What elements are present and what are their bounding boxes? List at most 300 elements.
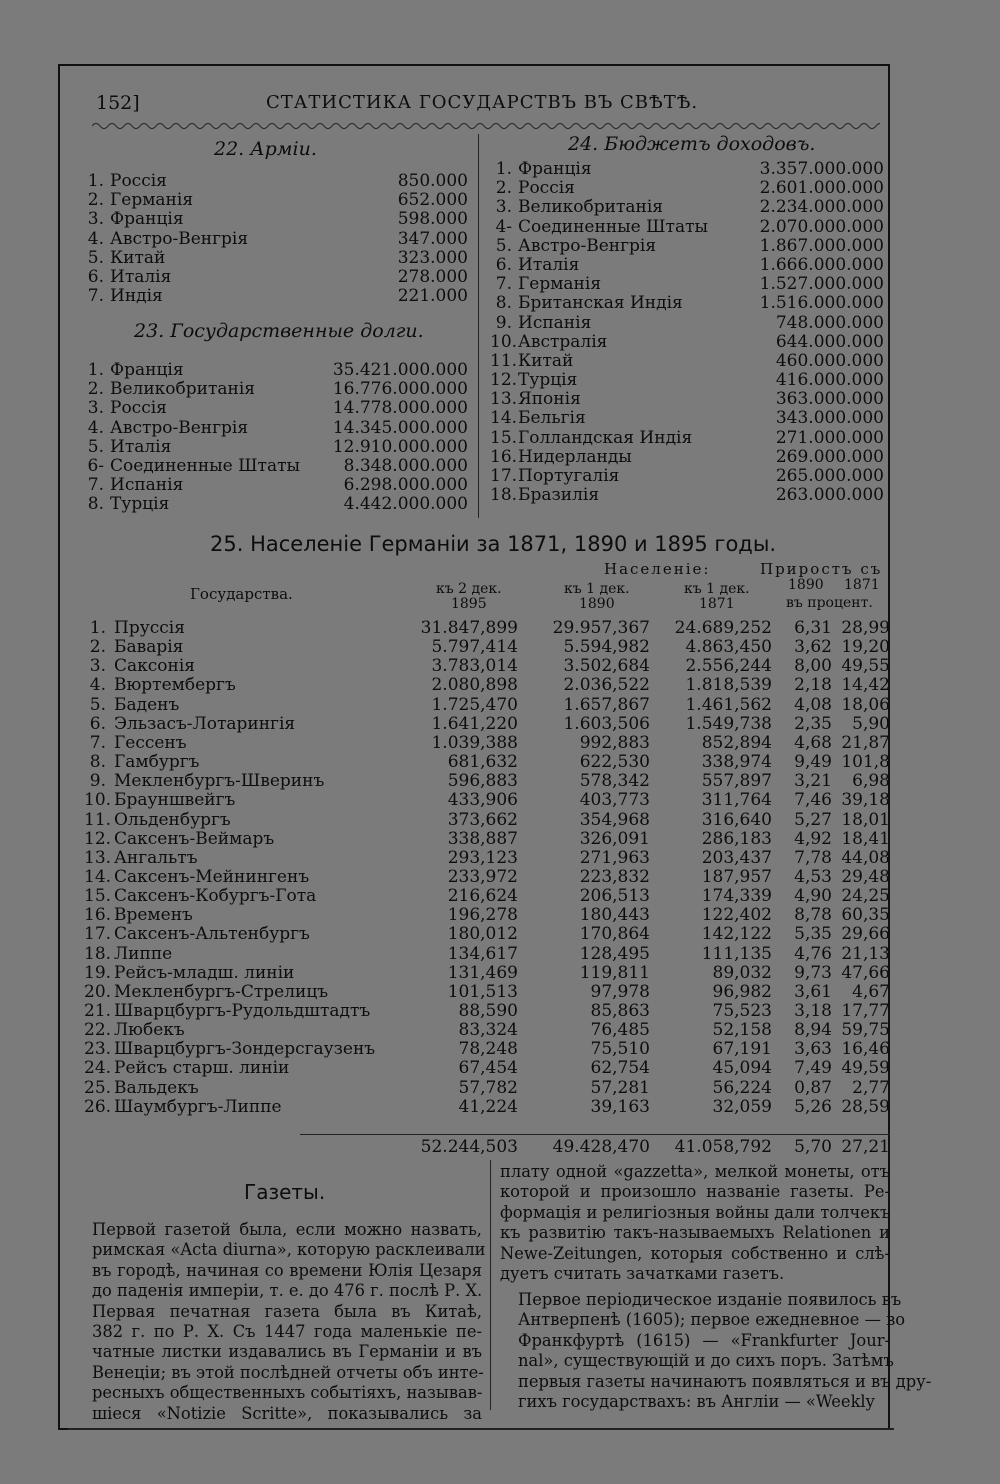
budget-name: Великобританія bbox=[518, 197, 664, 218]
armies-rank: 4. bbox=[87, 228, 104, 249]
growth-1871: 14,42 bbox=[841, 675, 890, 696]
budget-value: 1.516.000.000 bbox=[759, 293, 884, 314]
column-divider-2 bbox=[490, 1160, 491, 1410]
debts-row bbox=[82, 476, 468, 495]
budget-name: Бельгія bbox=[518, 408, 586, 429]
armies-rank: 3. bbox=[87, 209, 104, 230]
pop-1871: 32,059 bbox=[712, 1096, 772, 1117]
armies-name: Франція bbox=[110, 209, 184, 230]
pop-1895: 216,624 bbox=[447, 886, 518, 907]
pop-1890: 5.594,982 bbox=[563, 637, 650, 658]
state-name: Мекленбургъ-Стрелицъ bbox=[114, 981, 329, 1002]
pop-1890: 76,485 bbox=[590, 1020, 650, 1041]
totals-rule bbox=[300, 1134, 890, 1135]
germany-row bbox=[84, 1097, 890, 1116]
debts-list bbox=[82, 361, 468, 515]
budget-value: 265.000.000 bbox=[775, 466, 884, 486]
growth-1890: 5,26 bbox=[794, 1096, 832, 1117]
rank: 25. bbox=[84, 1077, 112, 1098]
growth-1890: 7,49 bbox=[794, 1058, 832, 1079]
text-line: формація и религіозныя войны дали толчекъ bbox=[500, 1202, 891, 1222]
budget-rank: 2. bbox=[495, 178, 512, 199]
state-name: Рейсъ-младш. линіи bbox=[114, 962, 295, 983]
newspapers-paragraph-3 bbox=[500, 1290, 932, 1412]
growth-1890: 4,76 bbox=[794, 943, 832, 964]
state-name: Вальдекъ bbox=[114, 1077, 199, 1098]
state-name: Мекленбургъ-Шверинъ bbox=[114, 771, 325, 792]
total-1871: 41.058,792 bbox=[674, 1137, 772, 1157]
budget-name: Бразилія bbox=[518, 485, 600, 506]
budget-value: 748.000.000 bbox=[775, 312, 884, 333]
header-1895 bbox=[436, 582, 502, 612]
text-line: первыя газеты начинаютъ появляться и въ дру- bbox=[518, 1371, 932, 1391]
pop-1890: 2.036,522 bbox=[563, 675, 650, 696]
growth-1890: 4,08 bbox=[794, 694, 832, 715]
rank: 14. bbox=[84, 866, 112, 887]
budget-name: Португалія bbox=[518, 466, 620, 486]
state-name: Липпе bbox=[114, 943, 173, 964]
ornamental-wave-rule bbox=[92, 120, 880, 132]
page-header bbox=[96, 92, 876, 122]
pop-1890: 1.603,506 bbox=[563, 713, 650, 734]
pop-1895: 338,887 bbox=[447, 828, 518, 849]
text-line: шіеся «Notizie Scritte», показывались за bbox=[92, 1403, 482, 1423]
pop-1871: 286,183 bbox=[701, 828, 772, 849]
budget-name: Испанія bbox=[518, 312, 592, 333]
rank: 2. bbox=[89, 637, 106, 658]
budget-rank: 6. bbox=[495, 254, 512, 275]
budget-row bbox=[490, 429, 884, 448]
debts-rank: 1. bbox=[87, 360, 104, 380]
armies-value: 652.000 bbox=[397, 190, 468, 211]
armies-value: 323.000 bbox=[397, 247, 468, 268]
rank: 13. bbox=[84, 847, 112, 868]
text-line: Первое періодическое изданіе появилось въ bbox=[518, 1290, 902, 1309]
growth-1890: 8,00 bbox=[794, 656, 832, 677]
debts-rank: 7. bbox=[87, 475, 104, 496]
frame-bottom-rule bbox=[68, 1428, 894, 1430]
debts-name: Франція bbox=[110, 360, 184, 380]
debts-row bbox=[82, 380, 468, 399]
text-line: которой и произошло названіе газеты. Ре- bbox=[500, 1182, 890, 1202]
pop-1890: 128,495 bbox=[579, 943, 650, 964]
budget-rank: 13. bbox=[490, 389, 518, 410]
armies-row bbox=[82, 172, 468, 191]
state-name: Вюртембергъ bbox=[114, 675, 236, 696]
rank: 1. bbox=[89, 618, 106, 638]
growth-1890: 2,18 bbox=[794, 675, 832, 696]
budget-value: 263.000.000 bbox=[775, 485, 884, 506]
state-name: Саксенъ-Альтенбургъ bbox=[114, 924, 310, 945]
column-divider bbox=[478, 134, 479, 518]
budget-row bbox=[490, 409, 884, 428]
armies-name: Австро-Венгрія bbox=[110, 228, 249, 249]
pop-1890: 85,863 bbox=[590, 1001, 650, 1021]
budget-rank: 10. bbox=[490, 331, 518, 352]
budget-name: Германія bbox=[518, 274, 602, 295]
germany-row bbox=[84, 1020, 890, 1039]
pop-1895: 78,248 bbox=[458, 1039, 518, 1060]
budget-rank: 7. bbox=[495, 274, 512, 295]
pop-1871: 203,437 bbox=[701, 847, 772, 868]
debts-name: Великобританія bbox=[110, 379, 256, 400]
budget-rank: 14. bbox=[490, 408, 518, 429]
germany-row bbox=[84, 771, 890, 790]
budget-name: Британская Индія bbox=[518, 293, 683, 314]
text-line: Newe-Zeitungen, которыя собственно и слѣ- bbox=[500, 1243, 890, 1263]
growth-1871: 6,98 bbox=[852, 771, 890, 792]
budget-name: Австралія bbox=[518, 331, 608, 352]
header-1871 bbox=[684, 582, 750, 612]
rank: 11. bbox=[84, 809, 112, 830]
debts-row bbox=[82, 419, 468, 438]
growth-1890: 8,94 bbox=[794, 1020, 832, 1041]
budget-name: Турція bbox=[518, 370, 578, 391]
pop-1895: 293,123 bbox=[447, 847, 518, 868]
germany-row bbox=[84, 656, 890, 675]
header-percent: въ процент. bbox=[786, 595, 873, 611]
growth-1871: 101,8 bbox=[841, 752, 890, 773]
growth-1871: 28,59 bbox=[841, 1096, 890, 1117]
growth-1871: 60,35 bbox=[841, 905, 890, 926]
pop-1895: 373,662 bbox=[447, 809, 518, 830]
budget-row bbox=[490, 486, 884, 505]
growth-1890: 4,68 bbox=[794, 732, 832, 753]
germany-row bbox=[84, 675, 890, 694]
pop-1890: 57,281 bbox=[590, 1077, 650, 1098]
budget-name: Китай bbox=[518, 350, 574, 371]
pop-1895: 131,469 bbox=[447, 962, 518, 983]
debts-title: 23. Государственные долги. bbox=[134, 320, 424, 342]
budget-name: Нидерланды bbox=[518, 446, 632, 467]
germany-row bbox=[84, 1001, 890, 1020]
pop-1890: 206,513 bbox=[579, 886, 650, 907]
budget-rank: 15. bbox=[490, 427, 518, 448]
budget-row bbox=[490, 275, 884, 294]
text-line: къ развитію такъ-называемыхъ Relationen и bbox=[500, 1223, 890, 1243]
pop-1890: 3.502,684 bbox=[563, 656, 650, 677]
pop-1871: 24.689,252 bbox=[674, 618, 772, 638]
pop-1890: 1.657,867 bbox=[563, 694, 650, 715]
growth-1890: 8,78 bbox=[794, 905, 832, 926]
pop-1895: 1.725,470 bbox=[431, 694, 518, 715]
totals-row bbox=[84, 1137, 890, 1156]
debts-value: 35.421.000.000 bbox=[332, 360, 468, 380]
text-line: въ городѣ, начиная со времени Юлія Цезаря bbox=[92, 1260, 482, 1280]
growth-1890: 9,49 bbox=[794, 752, 832, 773]
budget-row bbox=[490, 467, 884, 486]
debts-rank: 2. bbox=[87, 379, 104, 400]
rank: 7. bbox=[89, 732, 106, 753]
budget-rank: 17. bbox=[490, 466, 518, 486]
growth-1890: 3,21 bbox=[794, 771, 832, 792]
state-name: Шаумбургъ-Липпе bbox=[114, 1096, 282, 1117]
header-1871-year: 1871 bbox=[698, 596, 735, 612]
growth-1871: 18,41 bbox=[841, 828, 890, 849]
newspapers-paragraph-2 bbox=[500, 1162, 890, 1284]
rank: 22. bbox=[84, 1020, 112, 1041]
pop-1890: 622,530 bbox=[579, 752, 650, 773]
pop-1890: 403,773 bbox=[579, 790, 650, 811]
pop-1895: 101,513 bbox=[447, 981, 518, 1002]
text-line: гихъ государствахъ: въ Англіи — «Weekly bbox=[518, 1392, 875, 1412]
germany-row bbox=[84, 733, 890, 752]
germany-row bbox=[84, 924, 890, 943]
growth-1871: 18,01 bbox=[841, 809, 890, 830]
pop-1871: 67,191 bbox=[712, 1039, 772, 1060]
budget-rank: 9. bbox=[495, 312, 512, 333]
growth-1890: 4,92 bbox=[794, 828, 832, 849]
budget-value: 1.867.000.000 bbox=[759, 235, 884, 256]
growth-1890: 5,35 bbox=[794, 924, 832, 945]
rank: 17. bbox=[84, 924, 112, 945]
budget-row bbox=[490, 256, 884, 275]
pop-1895: 88,590 bbox=[458, 1001, 518, 1021]
growth-1871: 16,46 bbox=[841, 1039, 890, 1060]
germany-row bbox=[84, 714, 890, 733]
growth-1871: 44,08 bbox=[841, 847, 890, 868]
budget-name: Австро-Венгрія bbox=[518, 235, 657, 256]
state-name: Баденъ bbox=[114, 694, 180, 715]
text-line: римская «Acta diurna», которую расклеивали bbox=[92, 1240, 486, 1260]
armies-row bbox=[82, 191, 468, 210]
growth-1871: 17,77 bbox=[841, 1001, 890, 1021]
text-line: ресныхъ общественныхъ событіяхъ, называв- bbox=[92, 1383, 483, 1403]
state-name: Шварцбургъ-Зондерсгаузенъ bbox=[114, 1039, 376, 1060]
budget-value: 1.666.000.000 bbox=[759, 254, 884, 275]
armies-name: Германія bbox=[110, 190, 194, 211]
pop-1890: 119,811 bbox=[579, 962, 650, 983]
state-name: Саксенъ-Кобургъ-Гота bbox=[114, 886, 317, 907]
debts-name: Италія bbox=[110, 436, 172, 457]
growth-1890: 4,53 bbox=[794, 866, 832, 887]
germany-row bbox=[84, 867, 890, 886]
budget-row bbox=[490, 160, 884, 179]
state-name: Саксенъ-Веймаръ bbox=[114, 828, 275, 849]
debts-row bbox=[82, 399, 468, 418]
pop-1890: 271,963 bbox=[579, 847, 650, 868]
armies-row bbox=[82, 287, 468, 306]
text-line: Антверпенѣ (1605); первое ежедневное — во bbox=[518, 1310, 906, 1330]
debts-name: Соединенные Штаты bbox=[110, 455, 301, 476]
pop-1871: 557,897 bbox=[701, 771, 772, 792]
budget-value: 2.601.000.000 bbox=[759, 178, 884, 199]
rank: 16. bbox=[84, 905, 112, 926]
germany-row bbox=[84, 618, 890, 637]
budget-value: 460.000.000 bbox=[775, 350, 884, 371]
header-population: Населеніе: bbox=[604, 560, 711, 578]
budget-value: 644.000.000 bbox=[775, 331, 884, 352]
pop-1895: 134,617 bbox=[447, 943, 518, 964]
armies-value: 278.000 bbox=[397, 266, 468, 287]
budget-rank: 3. bbox=[495, 197, 512, 218]
pop-1871: 111,135 bbox=[701, 943, 772, 964]
pop-1871: 56,224 bbox=[712, 1077, 772, 1098]
debts-name: Турція bbox=[110, 494, 170, 515]
budget-name: Голландская Индія bbox=[518, 427, 693, 448]
debts-value: 4.442.000.000 bbox=[343, 494, 468, 515]
armies-row bbox=[82, 249, 468, 268]
germany-row bbox=[84, 1058, 890, 1077]
pop-1871: 316,640 bbox=[701, 809, 772, 830]
state-name: Любекъ bbox=[114, 1020, 185, 1041]
budget-value: 416.000.000 bbox=[775, 370, 884, 391]
pop-1871: 852,894 bbox=[701, 732, 772, 753]
debts-name: Россія bbox=[110, 398, 167, 419]
debts-rank: 3. bbox=[87, 398, 104, 419]
armies-row bbox=[82, 230, 468, 249]
state-name: Ольденбургъ bbox=[114, 809, 231, 830]
growth-1871: 49,55 bbox=[841, 656, 890, 677]
budget-value: 3.357.000.000 bbox=[759, 159, 884, 179]
pop-1871: 142,122 bbox=[701, 924, 772, 945]
growth-1871: 4,67 bbox=[852, 981, 890, 1002]
pop-1890: 97,978 bbox=[590, 981, 650, 1002]
text-line: Франкфуртѣ (1615) — «Frankfurter Jour- bbox=[518, 1330, 890, 1350]
rank: 15. bbox=[84, 886, 112, 907]
germany-row bbox=[84, 752, 890, 771]
pop-1871: 4.863,450 bbox=[685, 637, 772, 658]
pop-1895: 57,782 bbox=[458, 1077, 518, 1098]
pop-1895: 67,454 bbox=[458, 1058, 518, 1079]
debts-value: 16.776.000.000 bbox=[332, 379, 468, 400]
page-number: 152] bbox=[96, 92, 140, 114]
rank: 3. bbox=[89, 656, 106, 677]
armies-rank: 7. bbox=[87, 286, 104, 307]
pop-1895: 3.783,014 bbox=[431, 656, 518, 677]
state-name: Саксонія bbox=[114, 656, 196, 677]
pop-1890: 170,864 bbox=[579, 924, 650, 945]
budget-value: 363.000.000 bbox=[775, 389, 884, 410]
pop-1890: 354,968 bbox=[579, 809, 650, 830]
germany-row bbox=[84, 905, 890, 924]
budget-rank: 12. bbox=[490, 370, 518, 391]
pop-1895: 5.797,414 bbox=[431, 637, 518, 658]
pop-1895: 681,632 bbox=[447, 752, 518, 773]
text-line: 382 г. по Р. Х. Съ 1447 года маленькіе пе- bbox=[92, 1322, 482, 1342]
text-line: до паденія имперіи, т. е. до 476 г. послѣ Р. Х. bbox=[92, 1281, 483, 1301]
debts-row bbox=[82, 495, 468, 514]
newspapers-title: Газеты. bbox=[244, 1180, 326, 1204]
debts-rank: 4. bbox=[87, 417, 104, 438]
growth-1871: 19,20 bbox=[841, 637, 890, 658]
rank: 4. bbox=[89, 675, 106, 696]
growth-1890: 7,78 bbox=[794, 847, 832, 868]
pop-1871: 1.461,562 bbox=[685, 694, 772, 715]
budget-row bbox=[490, 314, 884, 333]
pop-1895: 433,906 bbox=[447, 790, 518, 811]
budget-rank: 5. bbox=[495, 235, 512, 256]
pop-1871: 89,032 bbox=[712, 962, 772, 983]
debts-rank: 6- bbox=[87, 455, 104, 476]
budget-row bbox=[490, 294, 884, 313]
rank: 18. bbox=[84, 943, 112, 964]
rank: 8. bbox=[89, 752, 106, 773]
pop-1871: 2.556,244 bbox=[685, 656, 772, 677]
germany-row bbox=[84, 810, 890, 829]
armies-list bbox=[82, 172, 468, 306]
debts-value: 14.778.000.000 bbox=[332, 398, 468, 419]
growth-1871: 47,66 bbox=[841, 962, 890, 983]
growth-1890: 3,62 bbox=[794, 637, 832, 658]
germany-row bbox=[84, 790, 890, 809]
debts-rank: 8. bbox=[87, 494, 104, 515]
state-name: Гамбургъ bbox=[114, 752, 200, 773]
state-name: Баварія bbox=[114, 637, 184, 658]
state-name: Рейсъ старш. линіи bbox=[114, 1058, 290, 1079]
budget-row bbox=[490, 352, 884, 371]
pop-1890: 992,883 bbox=[579, 732, 650, 753]
rank: 21. bbox=[84, 1001, 112, 1021]
germany-row bbox=[84, 944, 890, 963]
budget-value: 2.070.000.000 bbox=[759, 216, 884, 237]
rank: 19. bbox=[84, 962, 112, 983]
pop-1895: 2.080,898 bbox=[431, 675, 518, 696]
armies-name: Китай bbox=[110, 247, 166, 268]
growth-1871: 21,13 bbox=[841, 943, 890, 964]
growth-1890: 4,90 bbox=[794, 886, 832, 907]
growth-1871: 28,99 bbox=[841, 618, 890, 638]
budget-value: 1.527.000.000 bbox=[759, 274, 884, 295]
growth-1871: 21,87 bbox=[841, 732, 890, 753]
header-state: Государства. bbox=[190, 585, 293, 603]
budget-rank: 11. bbox=[490, 350, 518, 371]
header-1890 bbox=[564, 582, 630, 612]
total-1890: 49.428,470 bbox=[552, 1137, 650, 1157]
budget-name: Россія bbox=[518, 178, 575, 199]
pop-1871: 52,158 bbox=[712, 1020, 772, 1041]
header-1895-label: къ 2 дек. bbox=[436, 581, 502, 597]
growth-1871: 59,75 bbox=[841, 1020, 890, 1041]
budget-rank: 4- bbox=[495, 216, 512, 237]
growth-1871: 18,06 bbox=[841, 694, 890, 715]
text-line: дуетъ считать зачатками газетъ. bbox=[500, 1264, 785, 1284]
budget-row bbox=[490, 333, 884, 352]
armies-rank: 6. bbox=[87, 266, 104, 287]
header-growth-1871: 1871 bbox=[844, 577, 880, 593]
armies-value: 598.000 bbox=[397, 209, 468, 230]
budget-value: 269.000.000 bbox=[775, 446, 884, 467]
growth-1871: 2,77 bbox=[852, 1077, 890, 1098]
germany-row bbox=[84, 695, 890, 714]
armies-name: Италія bbox=[110, 266, 172, 287]
budget-name: Японія bbox=[518, 389, 581, 410]
pop-1871: 1.549,738 bbox=[685, 713, 772, 734]
text-line: nal», существующій и до сихъ поръ. Затѣмъ bbox=[518, 1351, 894, 1371]
header-1895-year: 1895 bbox=[450, 596, 487, 612]
debts-value: 12.910.000.000 bbox=[332, 436, 468, 457]
growth-1871: 29,48 bbox=[841, 866, 890, 887]
budget-name: Франція bbox=[518, 159, 592, 179]
germany-row bbox=[84, 982, 890, 1001]
state-name: Временъ bbox=[114, 905, 193, 926]
rank: 20. bbox=[84, 981, 112, 1002]
growth-1890: 2,35 bbox=[794, 713, 832, 734]
pop-1890: 578,342 bbox=[579, 771, 650, 792]
pop-1871: 338,974 bbox=[701, 752, 772, 773]
growth-1890: 3,63 bbox=[794, 1039, 832, 1060]
germany-title: 25. Населеніе Германіи за 1871, 1890 и 1895 годы. bbox=[210, 532, 777, 556]
debts-name: Испанія bbox=[110, 475, 184, 496]
pop-1890: 180,443 bbox=[579, 905, 650, 926]
debts-row bbox=[82, 457, 468, 476]
growth-1890: 3,18 bbox=[794, 1001, 832, 1021]
budget-row bbox=[490, 237, 884, 256]
armies-value: 347.000 bbox=[397, 228, 468, 249]
rank: 10. bbox=[84, 790, 112, 811]
pop-1890: 62,754 bbox=[590, 1058, 650, 1079]
armies-rank: 5. bbox=[87, 247, 104, 268]
